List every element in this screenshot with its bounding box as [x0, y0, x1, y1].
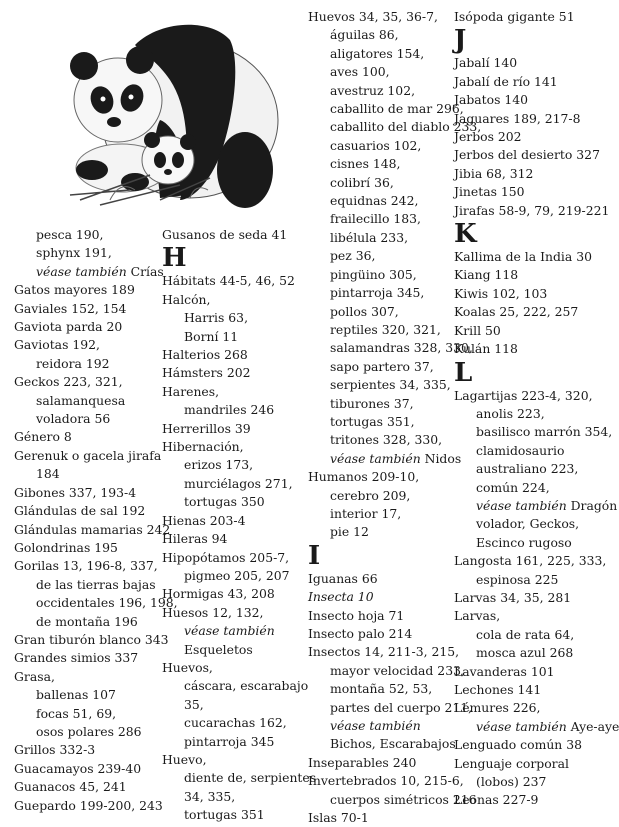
see-also-label: véase también	[330, 718, 421, 734]
index-entry: Gorilas 13, 196-8, 337,	[14, 558, 158, 574]
index-subentry: casuarios 102,	[330, 137, 422, 153]
index-entry: Inseparables 240	[308, 754, 417, 770]
see-also-target: Dragón	[566, 497, 618, 513]
index-subentry: aligatores 154,	[330, 45, 425, 61]
index-entry: Jaguares 189, 217-8	[454, 110, 581, 126]
index-entry: Gibones 337, 193-4	[14, 484, 137, 500]
index-subentry: colibrí 36,	[330, 174, 394, 190]
index-subentry: ballenas 107	[36, 687, 116, 703]
see-also-target: Aye-aye	[566, 718, 619, 734]
index-entry: Larvas 34, 35, 281	[454, 589, 572, 605]
index-subentry: pie 12	[330, 524, 369, 540]
index-entry: Golondrinas 195	[14, 539, 118, 555]
index-letter-heading: L	[454, 357, 473, 388]
index-entry: Hibernación,	[162, 439, 244, 455]
index-subentry: águilas 86,	[330, 27, 399, 43]
index-subentry: caballito de mar 296,	[330, 101, 464, 117]
index-subentry: sphynx 191,	[36, 245, 112, 261]
index-entry: Huevos,	[162, 659, 213, 675]
index-subentry: partes del cuerpo 211,	[330, 699, 473, 715]
index-subentry: voladora 56	[36, 411, 111, 427]
index-subentry: Bichos, Escarabajos	[330, 736, 456, 752]
index-entry: Invertebrados 10, 215-6,	[308, 773, 464, 789]
index-subentry: 184	[36, 466, 60, 482]
index-subentry: cuerpos simétricos 216	[330, 791, 477, 807]
index-entry: Gaviales 152, 154	[14, 300, 127, 316]
index-entry: Leonas 227-9	[454, 792, 539, 808]
index-entry: Lenguaje corporal	[454, 755, 569, 771]
index-entry: Guacamayos 239-40	[14, 760, 142, 776]
index-entry: Guanacos 45, 241	[14, 779, 127, 795]
index-subentry: mosca azul 268	[476, 645, 574, 661]
index-entry: Huevo,	[162, 751, 207, 767]
index-entry: Kulán 118	[454, 341, 518, 357]
index-entry: Hábitats 44-5, 46, 52	[162, 273, 295, 289]
index-subentry: cola de rata 64,	[476, 626, 575, 642]
index-entry: Hormigas 43, 208	[162, 586, 275, 602]
see-also-label: véase también	[184, 623, 275, 639]
index-subentry: 34, 335,	[184, 788, 236, 804]
index-entry: Grasa,	[14, 668, 55, 684]
index-entry: Larvas,	[454, 608, 501, 624]
index-subentry: sapo partero 37,	[330, 358, 434, 374]
index-entry: Gaviotas 192,	[14, 337, 100, 353]
index-subentry: diente de, serpientes	[184, 770, 317, 786]
index-entry: Grandes simios 337	[14, 650, 139, 666]
index-entry: Jibia 68, 312	[454, 165, 534, 181]
index-entry: Herrerillos 39	[162, 420, 251, 436]
see-also-label: véase también	[476, 718, 567, 734]
index-entry: Insecto palo 214	[308, 626, 413, 641]
index-subentry	[308, 717, 454, 735]
index-subentry: avestruz 102,	[330, 82, 416, 98]
index-entry: Harenes,	[162, 383, 220, 399]
index-subentry	[454, 718, 619, 736]
index-entry: Huevos 34, 35, 36-7,	[308, 9, 438, 24]
index-subentry	[308, 450, 462, 468]
index-subentry: tortugas 351	[184, 807, 265, 823]
see-also-label: véase también	[476, 497, 567, 513]
index-subentry: osos polares 286	[36, 723, 142, 739]
index-letter-heading: K	[454, 219, 477, 250]
index-subentry: Esqueletos	[184, 641, 253, 657]
index-entry: Glándulas mamarias 242	[14, 521, 171, 537]
index-column-1	[14, 226, 178, 815]
index-entry: Kiang 118	[454, 267, 519, 283]
see-also-label: véase también	[36, 263, 127, 279]
index-entry: Lagartijas 223-4, 320,	[454, 387, 593, 403]
index-subentry: australiano 223,	[476, 461, 579, 477]
index-subentry: aves 100,	[330, 64, 390, 80]
index-subentry: volador, Geckos,	[476, 516, 580, 532]
index-entry: Gatos mayores 189	[14, 282, 135, 298]
index-subentry: cáscara, escarabajo	[184, 678, 309, 694]
index-subentry: pez 36,	[330, 248, 376, 264]
index-subentry: de montaña 196	[36, 613, 138, 629]
index-subentry: reptiles 320, 321,	[330, 321, 441, 337]
index-subentry: murciélagos 271,	[184, 475, 293, 491]
index-subentry: cerebro 209,	[330, 487, 411, 503]
index-subentry: basilisco marrón 354,	[476, 424, 613, 440]
index-entry: Hienas 203-4	[162, 512, 246, 528]
index-entry: Jirafas 58-9, 79, 219-221	[454, 202, 610, 218]
index-subentry: salamandras 328, 330,	[330, 340, 473, 356]
index-entry: Huesos 12, 132,	[162, 604, 264, 620]
index-subentry: cucarachas 162,	[184, 715, 287, 731]
index-subentry: occidentales 196, 198,	[36, 595, 178, 611]
index-entry: Insectos 14, 211-3, 215,	[308, 644, 460, 660]
index-entry: Jabalí 140	[454, 55, 518, 71]
index-subentry: reidora 192	[36, 355, 110, 371]
index-subentry: pingüino 305,	[330, 266, 417, 282]
index-subentry: (lobos) 237	[476, 774, 547, 790]
index-subentry: pintarroja 345	[184, 733, 275, 749]
index-entry: Lavanderas 101	[454, 663, 555, 679]
index-subentry	[14, 263, 164, 281]
index-subentry: erizos 173,	[184, 457, 254, 473]
index-entry: Gran tiburón blanco 343	[14, 631, 169, 647]
index-entry: Halcón,	[162, 291, 211, 307]
index-subentry: equidnas 242,	[330, 193, 419, 209]
index-entry: Humanos 209-10,	[308, 469, 420, 485]
index-entry: Gerenuk o gacela jirafa	[14, 447, 162, 463]
index-subentry: tortugas 350	[184, 494, 265, 510]
index-entry: Lémures 226,	[454, 700, 541, 716]
index-subentry: de las tierras bajas	[36, 576, 156, 592]
index-entry: Jabalí de río 141	[454, 73, 558, 89]
index-entry: Geckos 223, 321,	[14, 374, 123, 390]
index-entry: Islas 70-1	[308, 810, 369, 826]
index-column-2	[162, 226, 317, 825]
see-also-target: Crías	[126, 263, 164, 279]
index-subentry: serpientes 34, 335,	[330, 377, 451, 393]
index-subentry: libélula 233,	[330, 229, 409, 245]
index-subentry: espinosa 225	[476, 571, 559, 587]
index-entry: Isópoda gigante 51	[454, 9, 575, 24]
see-also-target: Nidos	[420, 450, 462, 466]
index-entry: Jerbos del desierto 327	[454, 147, 600, 163]
index-entry: Hileras 94	[162, 531, 228, 547]
index-entry: Insecto hoja 71	[308, 607, 405, 623]
index-letter-heading: I	[308, 540, 321, 571]
index-entry: Jinetas 150	[454, 184, 525, 200]
index-subentry: 35,	[184, 696, 204, 712]
index-letter-heading: J	[454, 25, 467, 56]
index-entry: Kallima de la India 30	[454, 249, 592, 265]
index-entry	[308, 588, 454, 606]
index-subentry: anolis 223,	[476, 405, 545, 421]
index-subentry: Borní 11	[184, 328, 239, 344]
index-subentry: común 224,	[476, 479, 550, 495]
index-entry: Gaviota parda 20	[14, 319, 123, 335]
index-subentry: caballito del diablo 233,	[330, 119, 482, 135]
index-entry: Jerbos 202	[454, 129, 522, 145]
index-subentry: clamidosaurio	[476, 442, 565, 458]
index-subentry: pintarroja 345,	[330, 285, 425, 301]
index-entry: Jabatos 140	[454, 92, 529, 108]
index-subentry: Escinco rugoso	[476, 534, 572, 550]
index-subentry	[162, 622, 302, 640]
see-also-label: Insecta 10	[308, 589, 374, 605]
index-subentry: mandriles 246	[184, 402, 275, 418]
index-entry: Lenguado común 38	[454, 737, 582, 753]
index-entry: Guepardo 199-200, 243	[14, 797, 163, 813]
index-subentry: focas 51, 69,	[36, 705, 117, 721]
index-entry: Kiwis 102, 103	[454, 285, 548, 301]
index-entry: Koalas 25, 222, 257	[454, 304, 579, 320]
panda-illustration	[40, 0, 272, 222]
index-subentry: pollos 307,	[330, 303, 399, 319]
index-subentry: cisnes 148,	[330, 156, 401, 172]
index-subentry: tiburones 37,	[330, 395, 414, 411]
index-letter-heading: H	[162, 243, 187, 274]
index-subentry: frailecillo 183,	[330, 211, 421, 227]
index-subentry: pesca 190,	[36, 227, 104, 242]
index-entry: Krill 50	[454, 322, 501, 338]
index-subentry: pigmeo 205, 207	[184, 567, 290, 583]
index-column-4	[454, 8, 619, 810]
index-subentry: interior 17,	[330, 505, 402, 521]
index-entry: Glándulas de sal 192	[14, 503, 146, 519]
index-entry: Hipopótamos 205-7,	[162, 549, 290, 565]
index-entry: Lechones 141	[454, 682, 542, 697]
index-entry: Hámsters 202	[162, 365, 251, 381]
index-subentry: tritones 328, 330,	[330, 432, 443, 448]
index-subentry: salamanquesa	[36, 392, 126, 408]
index-entry: Langosta 161, 225, 333,	[454, 553, 607, 569]
index-subentry: Harris 63,	[184, 310, 249, 326]
index-entry: Género 8	[14, 429, 72, 445]
index-entry: Grillos 332-3	[14, 742, 96, 758]
index-subentry	[454, 497, 618, 515]
index-subentry: montaña 52, 53,	[330, 681, 433, 697]
index-subentry: tortugas 351,	[330, 413, 415, 429]
index-entry: Halterios 268	[162, 347, 248, 363]
see-also-label: véase también	[330, 450, 421, 466]
index-subentry: mayor velocidad 233,	[330, 662, 465, 678]
index-entry: Gusanos de seda 41	[162, 227, 288, 242]
index-entry: Iguanas 66	[308, 570, 378, 586]
